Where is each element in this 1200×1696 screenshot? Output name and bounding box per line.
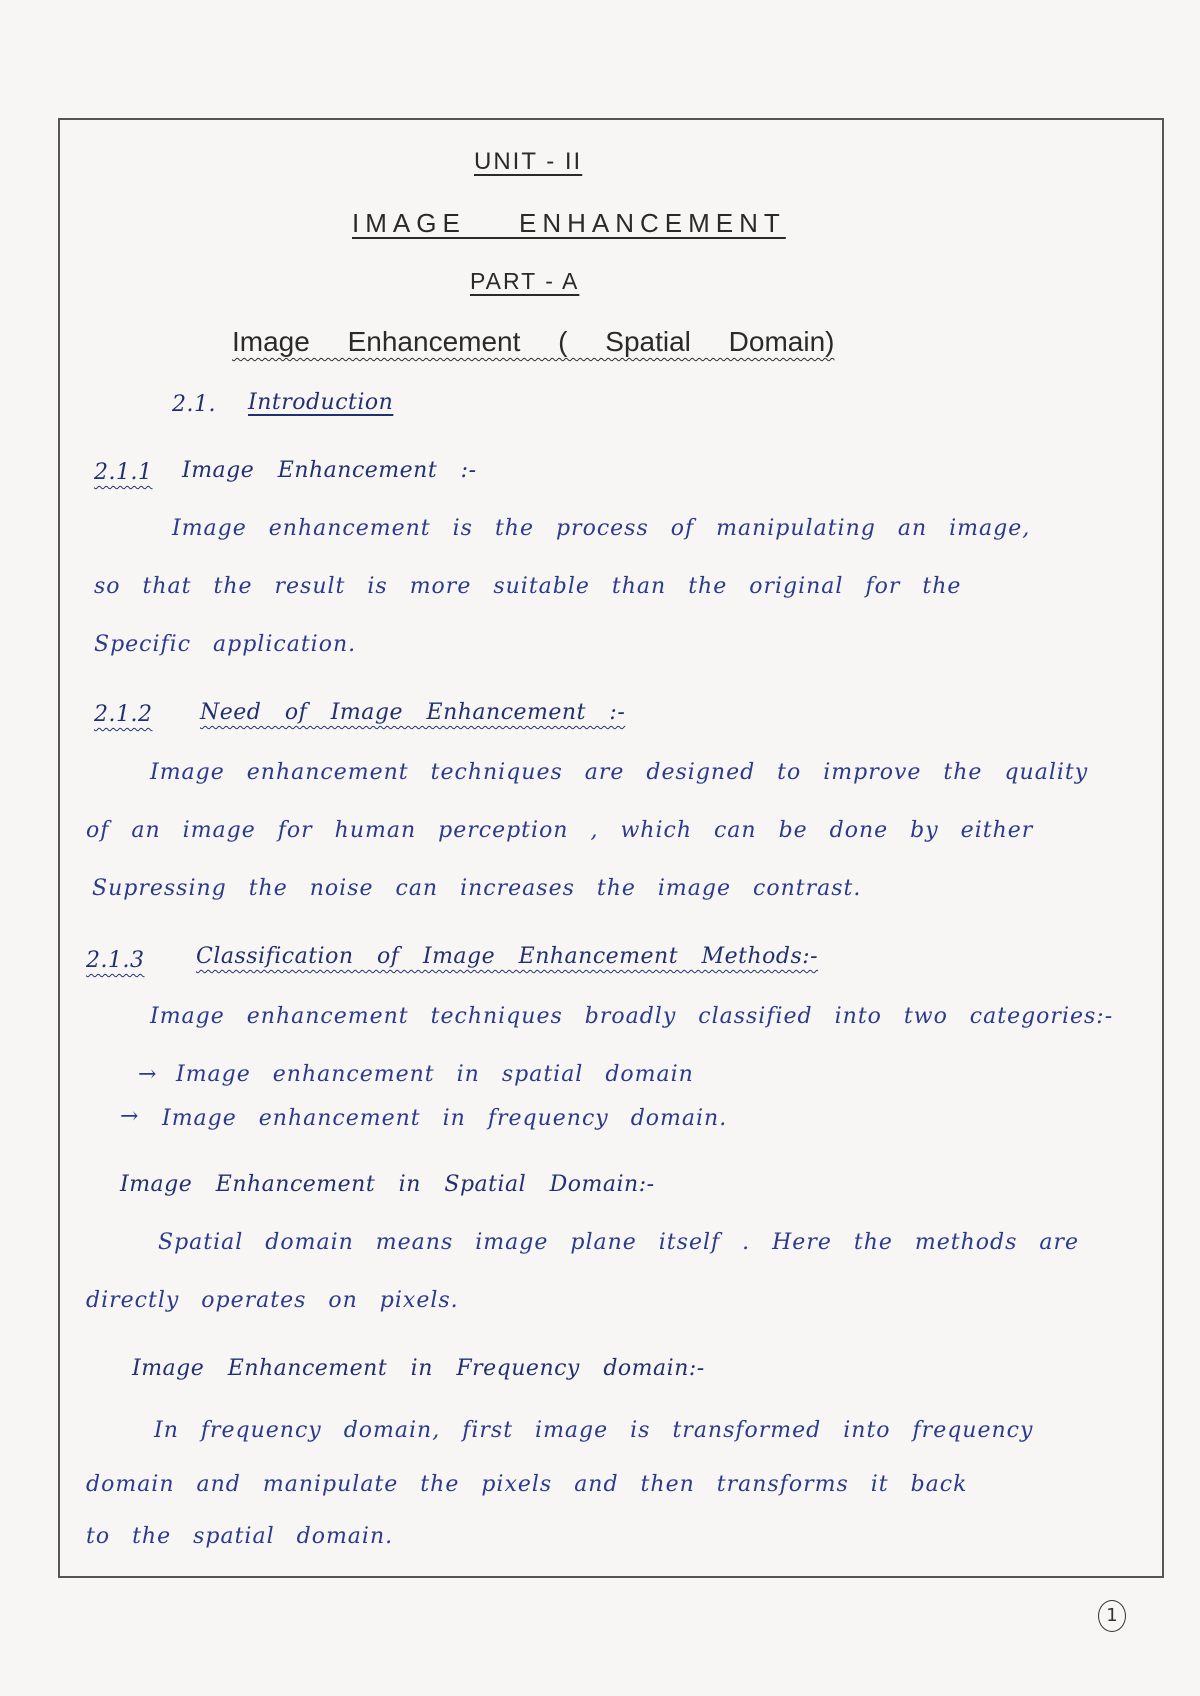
section-2-1-3-number: 2.1.3 [86, 948, 145, 973]
section-2-1-3-title: Classification of Image Enhancement Methods:- [196, 944, 819, 969]
page-number: 1 [1098, 1600, 1126, 1632]
spatial-domain-title: Image Enhancement in Spatial Domain:- [120, 1172, 655, 1197]
part-heading: PART - A [470, 268, 580, 294]
section-2-1-1-title: Image Enhancement :- [182, 458, 477, 483]
section-2-1-2-number: 2.1.2 [94, 702, 153, 727]
subtitle: Image Enhancement ( Spatial Domain) [232, 326, 835, 357]
s213-line-1: Image enhancement techniques broadly classified into two categories:- [150, 1004, 1114, 1029]
frequency-domain-title: Image Enhancement in Frequency domain:- [132, 1356, 705, 1381]
s212-line-1: Image enhancement techniques are designed to improve the quality [150, 760, 1089, 785]
s213-bullet-2: Image enhancement in frequency domain. [162, 1106, 728, 1131]
frequency-line-3: to the spatial domain. [86, 1524, 394, 1549]
bullet-arrow-icon: → [120, 1104, 140, 1129]
bullet-arrow-icon: → [138, 1062, 158, 1087]
section-2-1-title: Introduction [248, 390, 394, 415]
s211-line-3: Specific application. [94, 632, 357, 657]
main-title: IMAGE ENHANCEMENT [352, 208, 786, 238]
spatial-line-2: directly operates on pixels. [86, 1288, 459, 1313]
frequency-line-2: domain and manipulate the pixels and then transforms it back [86, 1472, 968, 1497]
section-2-1-number: 2.1. [172, 392, 216, 417]
spatial-line-1: Spatial domain means image plane itself . Here the methods are [158, 1230, 1080, 1255]
s211-line-2: so that the result is more suitable than the original for the [94, 574, 962, 599]
frequency-line-1: In frequency domain, first image is transformed into frequency [154, 1418, 1034, 1443]
s213-bullet-1: Image enhancement in spatial domain [176, 1062, 694, 1087]
section-2-1-2-title: Need of Image Enhancement :- [200, 700, 626, 725]
s212-line-2: of an image for human perception , which can be done by either [86, 818, 1034, 843]
section-2-1-1-number: 2.1.1 [94, 460, 153, 485]
s211-line-1: Image enhancement is the process of manipulating an image, [172, 516, 1031, 541]
unit-heading: UNIT - II [474, 148, 583, 175]
s212-line-3: Supressing the noise can increases the image contrast. [92, 876, 862, 901]
